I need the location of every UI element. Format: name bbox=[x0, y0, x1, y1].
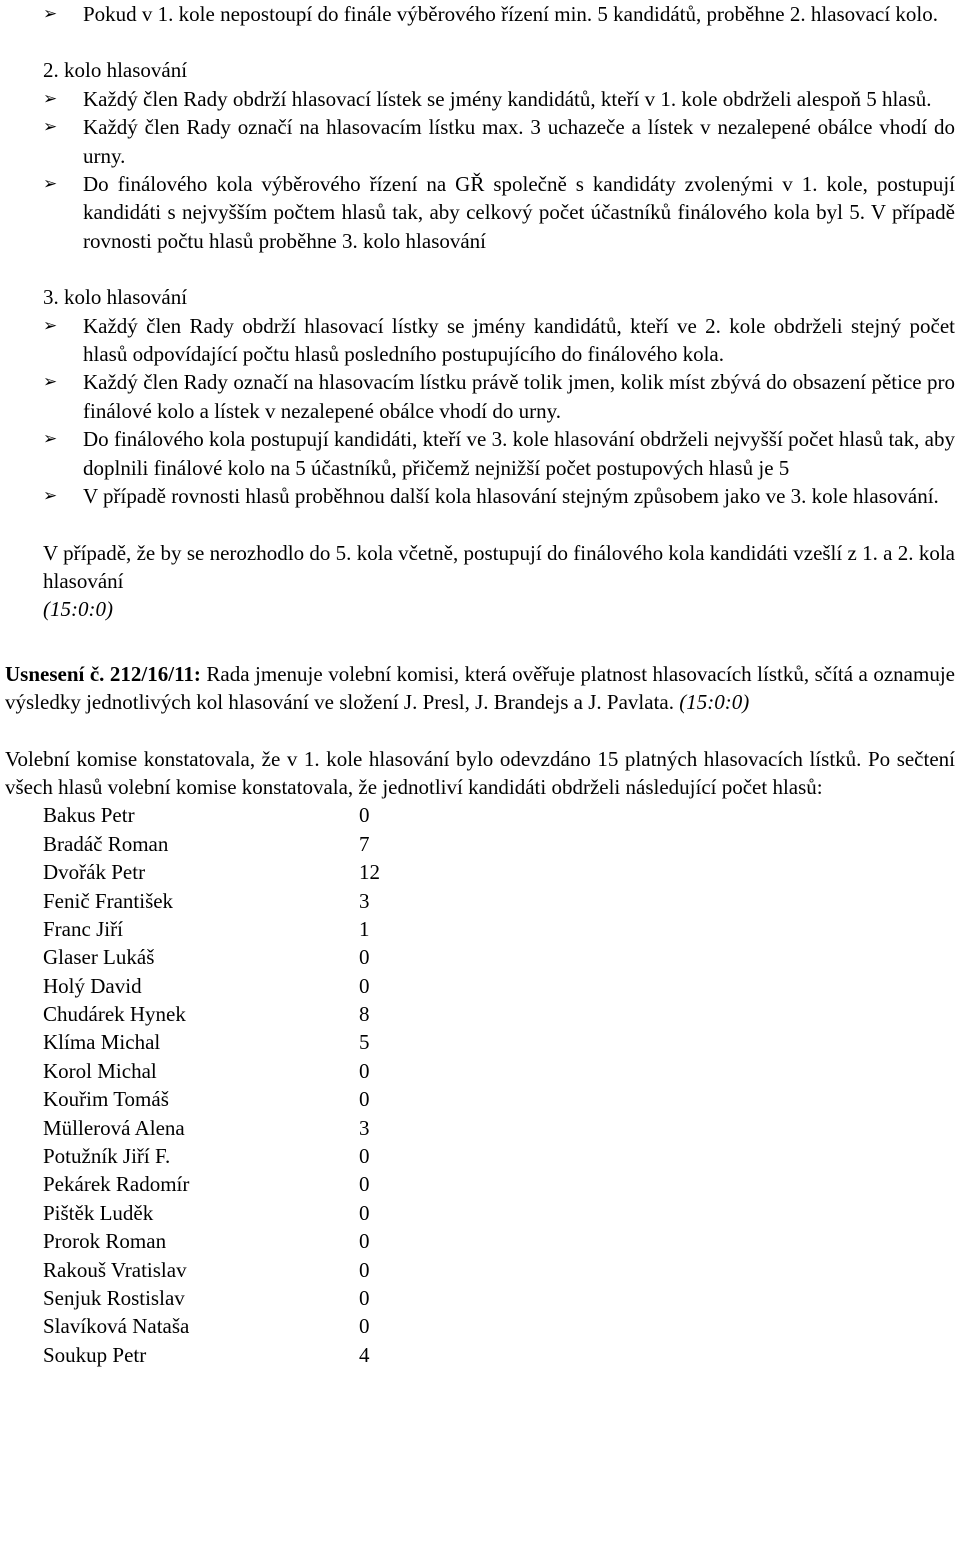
resolution-label: Usnesení č. 212/16/11: bbox=[5, 661, 201, 686]
candidate-name: Dvořák Petr bbox=[43, 860, 146, 885]
bullet-item bbox=[43, 113, 955, 170]
candidate-name: Korol Michal bbox=[43, 1058, 157, 1083]
vote-count: 0 bbox=[359, 973, 370, 998]
vote-row bbox=[43, 1085, 960, 1113]
vote-result: (15:0:0) bbox=[43, 597, 113, 622]
candidate-name: Franc Jiří bbox=[43, 916, 123, 941]
arrow-bullet-icon: ➢ bbox=[43, 117, 58, 138]
candidate-name: Müllerová Alena bbox=[43, 1115, 185, 1140]
vote-row bbox=[43, 830, 960, 858]
candidate-name: Pekárek Radomír bbox=[43, 1172, 190, 1197]
section-2 bbox=[43, 56, 955, 255]
vote-row bbox=[43, 1142, 960, 1170]
vote-row bbox=[43, 887, 960, 915]
vote-row bbox=[43, 1114, 960, 1142]
section-heading: 2. kolo hlasování bbox=[43, 58, 188, 83]
candidate-name: Bakus Petr bbox=[43, 803, 135, 828]
bullet-item bbox=[43, 482, 955, 510]
section-heading: 3. kolo hlasování bbox=[43, 285, 188, 310]
arrow-bullet-icon: ➢ bbox=[43, 315, 58, 336]
candidate-name: Chudárek Hynek bbox=[43, 1002, 186, 1027]
vote-row bbox=[43, 1312, 960, 1340]
vote-count: 4 bbox=[359, 1342, 370, 1367]
bullet-text: Každý člen Rady označí na hlasovacím lístku právě tolik jmen, kolik míst zbývá do obsazení pětice pro finálové kolo a lístek v nezalepené obálce vhodí do urny. bbox=[83, 370, 955, 423]
vote-row bbox=[43, 858, 960, 886]
resolution-text: Rada jmenuje volební komisi, která ověřuje platnost hlasovacích lístků, sčítá a oznamuje výsledky jednotlivých kol hlasování ve složení J. Presl, J. Brandejs a J. Pavlata. bbox=[5, 661, 955, 715]
bullet-item bbox=[43, 312, 955, 369]
vote-count: 0 bbox=[359, 945, 370, 970]
section-3 bbox=[43, 283, 955, 623]
vote-table bbox=[43, 801, 960, 1369]
vote-count: 7 bbox=[359, 831, 370, 856]
candidate-name: Fenič František bbox=[43, 888, 174, 913]
vote-count: 0 bbox=[359, 1314, 370, 1339]
arrow-bullet-icon: ➢ bbox=[43, 88, 58, 109]
vote-count: 1 bbox=[359, 916, 370, 941]
vote-count: 0 bbox=[359, 1285, 370, 1310]
vote-row bbox=[43, 1256, 960, 1284]
vote-row bbox=[43, 1227, 960, 1255]
bullet-item bbox=[43, 85, 955, 113]
candidate-name: Rakouš Vratislav bbox=[43, 1257, 187, 1282]
vote-row bbox=[43, 1170, 960, 1198]
candidate-name: Potužník Jiří F. bbox=[43, 1144, 171, 1169]
vote-count: 0 bbox=[359, 1200, 370, 1225]
spacer bbox=[0, 717, 960, 745]
section-1 bbox=[43, 0, 955, 28]
vote-count: 0 bbox=[359, 1172, 370, 1197]
commission-statement bbox=[5, 745, 955, 802]
vote-row bbox=[43, 972, 960, 1000]
candidate-name: Klíma Michal bbox=[43, 1030, 161, 1055]
vote-count: 5 bbox=[359, 1030, 370, 1055]
commission-text: Volební komise konstatovala, že v 1. kole hlasování bylo odevzdáno 15 platných hlasovacích lístků. Po sečtení všech hlasů volební komise konstatovala, že jednotliví kandidáti obdrželi následující počet hlasů: bbox=[5, 746, 955, 799]
resolution bbox=[5, 660, 955, 717]
vote-row bbox=[43, 1057, 960, 1085]
bullet-text: Do finálového kola výběrového řízení na GŘ společně s kandidáty zvolenými v 1. kole, postupují kandidáti s nejvyšším počtem hlasů tak, aby celkový počet účastníků finálového kola byl 5. V případě rovnosti počtu hlasů proběhne 3. kolo hlasování bbox=[83, 172, 955, 253]
vote-count: 0 bbox=[359, 1144, 370, 1169]
vote-row bbox=[43, 1028, 960, 1056]
arrow-bullet-icon: ➢ bbox=[43, 4, 58, 24]
vote-row bbox=[43, 943, 960, 971]
bullet-text: Každý člen Rady označí na hlasovacím lístku max. 3 uchazeče a lístek v nezalepené obálce vhodí do urny. bbox=[83, 115, 955, 168]
vote-count: 3 bbox=[359, 1115, 370, 1140]
vote-count: 12 bbox=[359, 860, 380, 885]
vote-row bbox=[43, 915, 960, 943]
bullet-item bbox=[43, 0, 955, 28]
bullet-item bbox=[43, 368, 955, 425]
candidate-name: Prorok Roman bbox=[43, 1229, 167, 1254]
bullet-text: Každý člen Rady obdrží hlasovací lístky se jmény kandidátů, kteří ve 2. kole obdrželi stejný počet hlasů odpovídající počtu hlasů posledního postupujícího do finálového kola. bbox=[83, 313, 955, 367]
spacer bbox=[43, 511, 955, 539]
vote-row bbox=[43, 801, 960, 829]
vote-count: 0 bbox=[359, 1257, 370, 1282]
vote-count: 3 bbox=[359, 888, 370, 913]
bullet-item bbox=[43, 425, 955, 482]
candidate-name: Slavíková Nataša bbox=[43, 1314, 190, 1339]
arrow-bullet-icon: ➢ bbox=[43, 174, 58, 195]
vote-count: 8 bbox=[359, 1002, 370, 1027]
arrow-bullet-icon: ➢ bbox=[43, 372, 58, 393]
vote-count: 0 bbox=[359, 803, 370, 828]
bullet-item bbox=[43, 170, 955, 255]
bullet-text: Do finálového kola postupují kandidáti, kteří ve 3. kole hlasování obdrželi nejvyšší počet hlasů tak, aby doplnili finálové kolo na 5 účastníků, přičemž nejnižší počet postupových hlasů je 5 bbox=[83, 427, 955, 480]
candidate-name: Pištěk Luděk bbox=[43, 1200, 154, 1225]
candidate-name: Glaser Lukáš bbox=[43, 945, 155, 970]
vote-row bbox=[43, 1284, 960, 1312]
vote-count: 0 bbox=[359, 1087, 370, 1112]
closing-paragraph: V případě, že by se nerozhodlo do 5. kola včetně, postupují do finálového kola kandidáti vzešlí z 1. a 2. kola hlasování bbox=[43, 540, 955, 593]
bullet-text: V případě rovnosti hlasů proběhnou další kola hlasování stejným způsobem jako ve 3. kole hlasování. bbox=[83, 484, 939, 509]
vote-row bbox=[43, 1199, 960, 1227]
candidate-name: Soukup Petr bbox=[43, 1342, 147, 1367]
vote-count: 0 bbox=[359, 1058, 370, 1083]
arrow-bullet-icon: ➢ bbox=[43, 486, 58, 507]
candidate-name: Holý David bbox=[43, 973, 142, 998]
arrow-bullet-icon: ➢ bbox=[43, 429, 58, 450]
candidate-name: Bradáč Roman bbox=[43, 831, 169, 856]
vote-row bbox=[43, 1000, 960, 1028]
spacer bbox=[0, 255, 960, 283]
spacer bbox=[0, 624, 960, 660]
vote-count: 0 bbox=[359, 1229, 370, 1254]
spacer bbox=[0, 28, 960, 56]
vote-row bbox=[43, 1341, 960, 1369]
resolution-paragraph bbox=[5, 660, 955, 717]
resolution-vote-result: (15:0:0) bbox=[679, 690, 750, 715]
bullet-text: Pokud v 1. kole nepostoupí do finále výběrového řízení min. 5 kandidátů, proběhne 2. hlasovací kolo. bbox=[83, 2, 938, 26]
candidate-name: Kouřim Tomáš bbox=[43, 1087, 169, 1112]
candidate-name: Senjuk Rostislav bbox=[43, 1285, 185, 1310]
bullet-text: Každý člen Rady obdrží hlasovací lístek se jmény kandidátů, kteří v 1. kole obdrželi alespoň 5 hlasů. bbox=[83, 86, 932, 111]
